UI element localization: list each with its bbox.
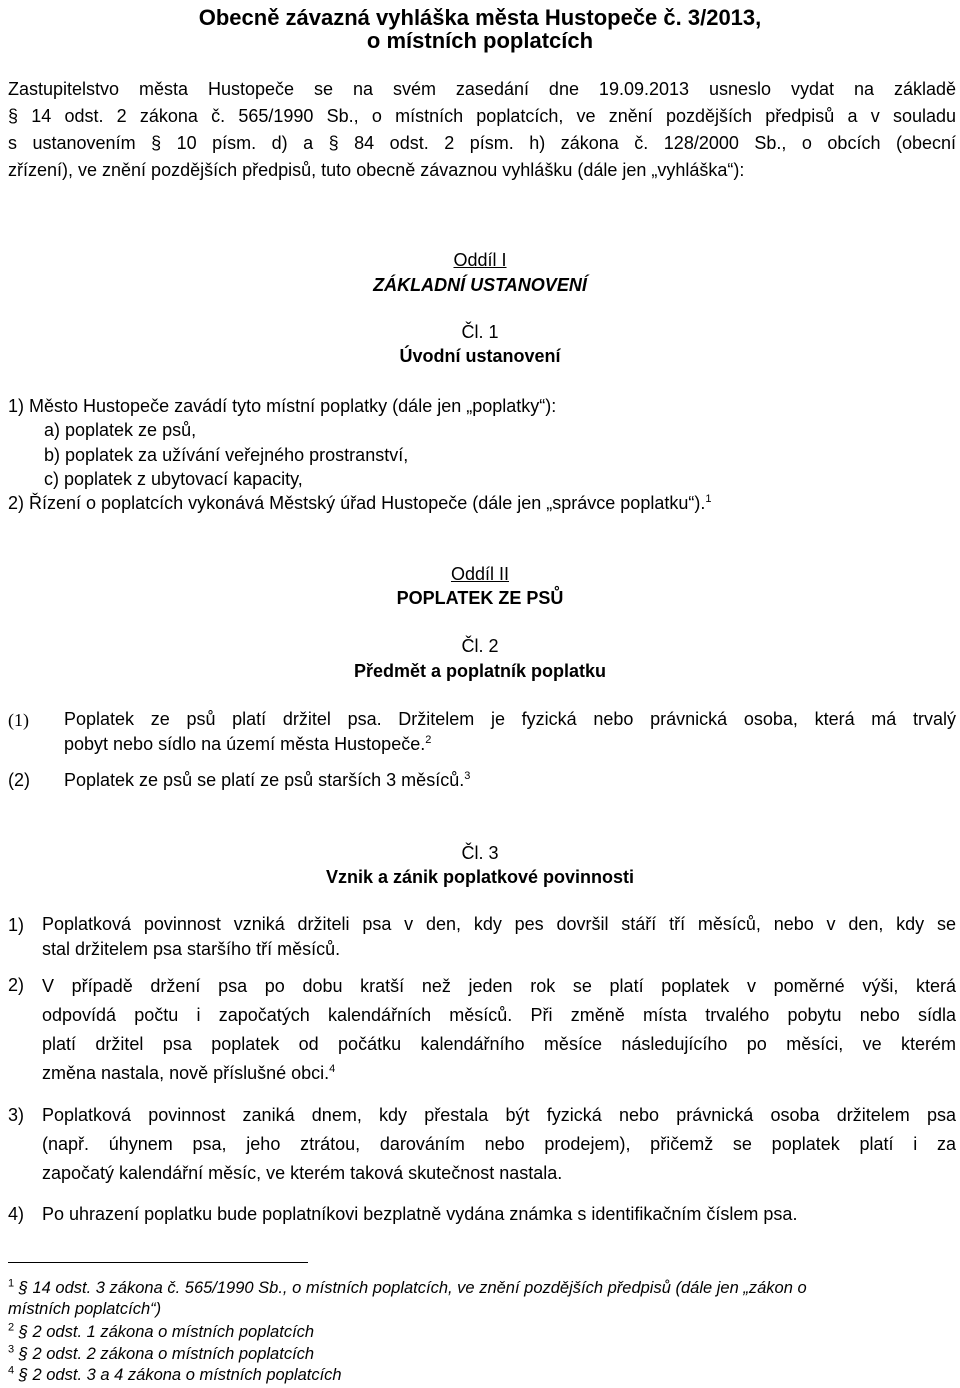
footnote-3-text: 2 odst. 2 zákona o místních poplatcích — [32, 1345, 315, 1363]
article-3-paragraph-1-line-2: stal držitelem psa staršího tří měsíců. — [42, 939, 341, 959]
footnote-ref-2: 2 — [425, 734, 432, 746]
intro-line-4: zřízení), ve znění pozdějších předpisů, tuto obecně závaznou vyhlášku (dále jen „vyhláška“): — [8, 160, 745, 180]
section-2-heading: Oddíl II — [450, 564, 510, 584]
section-1-heading: Oddíl I — [453, 250, 507, 270]
article-3-paragraph-3 — [42, 1101, 956, 1188]
intro-line-3: s ustanovením § 10 písm. d) a § 84 odst. 2 písm. h) zákona č. 128/2000 Sb., o obcích (obecní — [8, 133, 956, 153]
footnote-2-text: 2 odst. 1 zákona o místních poplatcích — [32, 1323, 315, 1341]
article-2-label: Čl. 2 — [461, 636, 499, 656]
footnote-ref-4: 4 — [329, 1063, 336, 1075]
document-title-line-1: Obecně závazná vyhláška města Hustopeče č. 3/2013, — [198, 5, 762, 30]
footnote-ref-3: 3 — [464, 770, 471, 782]
article-2-paragraph-2-text: Poplatek ze psů se platí ze psů starších 3 měsíců. — [64, 770, 465, 790]
intro-line-2: § 14 odst. 2 zákona č. 565/1990 Sb., o místních poplatcích, ve znění pozdějších předpisů a v souladu — [8, 106, 956, 126]
article-1-item-b: b) poplatek za užívání veřejného prostranství, — [44, 445, 409, 465]
section-sign-icon: § — [18, 1366, 28, 1384]
footnote-ref-1: 1 — [705, 493, 712, 505]
footnote-4-number: 4 — [8, 1364, 15, 1377]
article-3-paragraph-2-number: 2) — [8, 975, 25, 995]
document-title-line-2: o místních poplatcích — [366, 28, 594, 53]
article-2-paragraph-1-number: (1) — [8, 710, 29, 730]
article-1-title: Úvodní ustanovení — [399, 346, 561, 366]
footnote-2 — [8, 1322, 956, 1343]
article-1-item-c: c) poplatek z ubytovací kapacity, — [44, 469, 303, 489]
article-3-paragraph-2-line-3: platí držitel psa poplatek od počátku kalendářního měsíce následujícího po měsíci, ve kterém — [42, 1034, 956, 1054]
article-3-paragraph-3-line-1: Poplatková povinnost zaniká dnem, kdy přestala být fyzická nebo právnická osoba držitelem psa — [42, 1105, 956, 1125]
footnote-4 — [8, 1365, 956, 1386]
article-3-paragraph-1-number: 1) — [8, 915, 25, 935]
article-2-paragraph-1 — [64, 707, 956, 757]
article-3-title: Vznik a zánik poplatkové povinnosti — [325, 867, 635, 887]
article-3-paragraph-4-number: 4) — [8, 1204, 25, 1224]
section-1-title: ZÁKLADNÍ USTANOVENÍ — [373, 275, 587, 295]
article-3-paragraph-3-line-2: (např. úhynem psa, jeho ztrátou, darováním nebo prodejem), přičemž se poplatek platí i za — [42, 1134, 956, 1154]
article-3-paragraph-1 — [42, 912, 956, 962]
section-sign-icon: § — [18, 1323, 28, 1341]
article-2-paragraph-1-line-2: pobyt nebo sídlo na území města Hustopeče. — [64, 734, 426, 754]
article-2-paragraph-1-line-1: Poplatek ze psů platí držitel psa. Držitelem je fyzická nebo právnická osoba, která má trvalý — [64, 709, 956, 729]
section-sign-icon: § — [18, 1345, 28, 1363]
article-1-paragraph-2 — [8, 491, 711, 516]
footnote-1-line-1: 14 odst. 3 zákona č. 565/1990 Sb., o místních poplatcích, ve znění pozdějších předpisů (dále jen „zákon o — [32, 1279, 807, 1297]
intro-line-1: Zastupitelstvo města Hustopeče se na svém zasedání dne 19.09.2013 usneslo vydat na základě — [8, 79, 956, 99]
footnote-3 — [8, 1344, 956, 1365]
article-3-paragraph-2-line-1: V případě držení psa po dobu kratší než jeden rok se platí poplatek v poměrné výši, která — [42, 976, 956, 996]
article-3-paragraph-2 — [42, 972, 956, 1088]
article-1-paragraph-2-text: 2) Řízení o poplatcích vykonává Městský úřad Hustopeče (dále jen „správce poplatku“). — [8, 493, 706, 513]
article-1-item-a: a) poplatek ze psů, — [44, 420, 197, 440]
footnote-separator — [8, 1262, 308, 1263]
article-2-paragraph-2 — [64, 767, 956, 793]
footnote-1-number: 1 — [8, 1277, 15, 1290]
article-3-paragraph-2-line-2: odpovídá počtu i započatých kalendářních měsíců. Při změně místa trvalého pobytu nebo sídla — [42, 1005, 956, 1025]
footnote-1-line-2: místních poplatcích“) — [8, 1300, 162, 1318]
footnote-3-number: 3 — [8, 1343, 15, 1356]
article-3-paragraph-4 — [42, 1201, 956, 1227]
article-3-paragraph-1-line-1: Poplatková povinnost vzniká držiteli psa v den, kdy pes dovršil stáří tří měsíců, nebo v den, kdy se — [42, 914, 956, 934]
article-3-paragraph-2-line-4: změna nastala, nově příslušné obci. — [42, 1063, 330, 1083]
article-1-label: Čl. 1 — [461, 322, 499, 342]
footnote-1 — [8, 1278, 956, 1320]
article-1-paragraph-1: 1) Město Hustopeče zavádí tyto místní poplatky (dále jen „poplatky“): — [8, 396, 557, 416]
intro-paragraph — [8, 76, 956, 184]
footnote-2-number: 2 — [8, 1321, 15, 1334]
article-2-paragraph-2-number: (2) — [8, 770, 30, 790]
article-3-label: Čl. 3 — [461, 843, 499, 863]
section-2-title: POPLATEK ZE PSŮ — [396, 588, 564, 608]
section-sign-icon: § — [18, 1279, 28, 1297]
article-3-paragraph-4-text: Po uhrazení poplatku bude poplatníkovi bezplatně vydána známka s identifikačním číslem psa. — [42, 1204, 798, 1224]
article-3-paragraph-3-line-3: započatý kalendářní měsíc, ve kterém taková skutečnost nastala. — [42, 1163, 563, 1183]
article-2-title: Předmět a poplatník poplatku — [353, 661, 607, 681]
article-3-paragraph-3-number: 3) — [8, 1105, 25, 1125]
footnote-4-text: 2 odst. 3 a 4 zákona o místních poplatcích — [32, 1366, 342, 1384]
